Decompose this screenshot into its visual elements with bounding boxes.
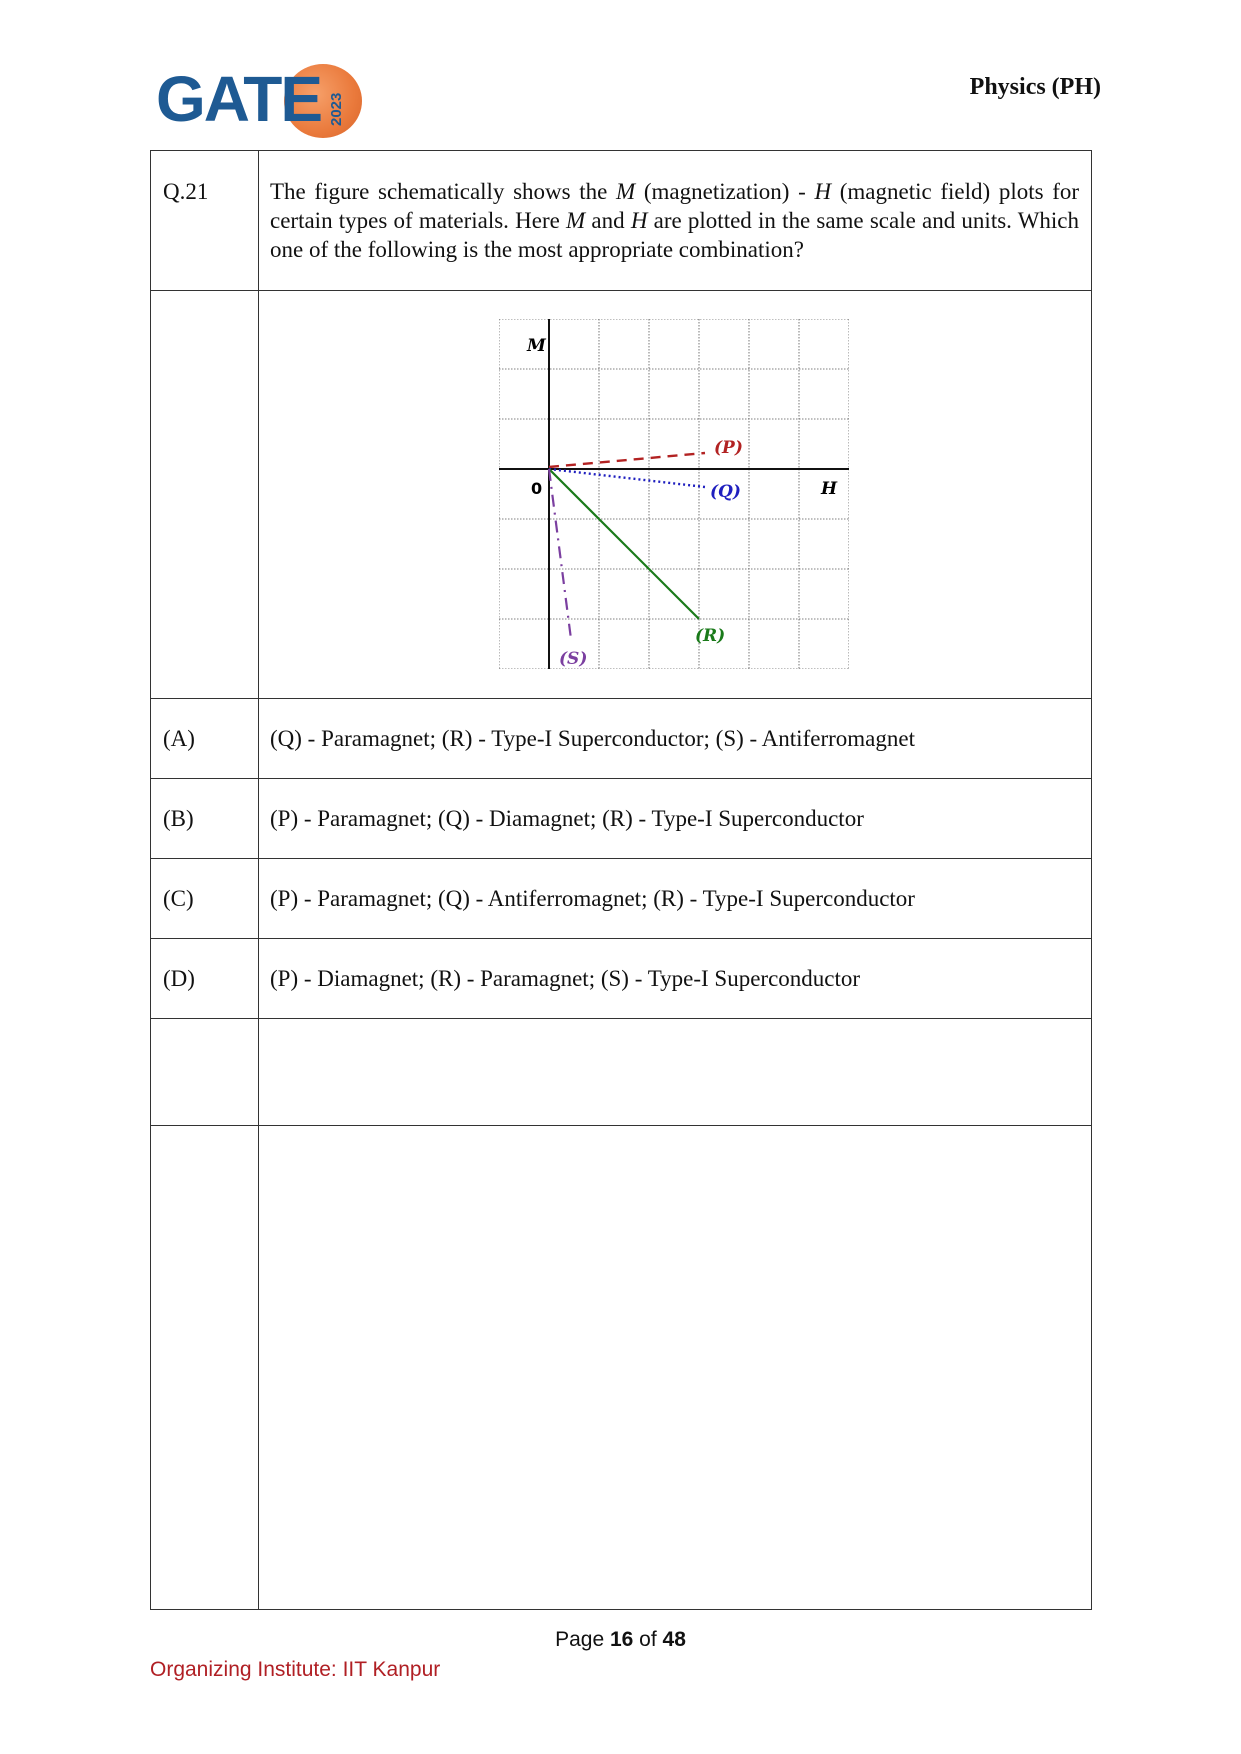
option-d-text: (P) - Diamagnet; (R) - Paramagnet; (S) - Type-I Superconductor [259,939,1092,1019]
logo-year: 2023 [328,92,345,126]
option-c-text: (P) - Paramagnet; (Q) - Antiferromagnet; (R) - Type-I Superconductor [259,859,1092,939]
origin-label: 0 [531,479,543,498]
option-a-key: (A) [151,699,259,779]
gate-logo [156,62,356,142]
grid [499,319,849,669]
blank-cell [259,1126,1092,1610]
organizer-text: Organizing Institute: IIT Kanpur [150,1658,441,1681]
subject-title: Physics (PH) [969,74,1101,100]
option-d-key: (D) [151,939,259,1019]
curve-s-label: (S) [559,649,588,669]
blank-cell [151,1019,259,1126]
blank-cell [151,1126,259,1610]
curve-p [549,453,705,467]
figure-cell [259,291,1092,699]
option-b-text: (P) - Paramagnet; (Q) - Diamagnet; (R) - Type-I Superconductor [259,779,1092,859]
logo-text: GATE [156,63,322,135]
curve-r [549,469,699,619]
question-stem: The figure schematically shows the M (magnetization) - H (magnetic field) plots for certain types of materials. Here M and H are plotted in the same scale and units. Which one of the following is the most appropriate combination? [259,151,1092,291]
curve-q [549,469,705,487]
question-number: Q.21 [151,151,259,291]
blank-cell [259,1019,1092,1126]
curve-p-label: (P) [714,438,743,458]
m-axis-label: M [527,336,546,356]
option-c-key: (C) [151,859,259,939]
h-axis-label: H [821,479,838,499]
curve-s [549,469,571,639]
option-a-text: (Q) - Paramagnet; (R) - Type-I Superconductor; (S) - Antiferromagnet [259,699,1092,779]
question-table [150,150,1092,1610]
curve-q-label: (Q) [710,482,741,502]
mh-plot [499,319,849,669]
curve-r-label: (R) [695,626,726,646]
option-b-key: (B) [151,779,259,859]
page-number: Page 16 of 48 [555,1628,686,1651]
